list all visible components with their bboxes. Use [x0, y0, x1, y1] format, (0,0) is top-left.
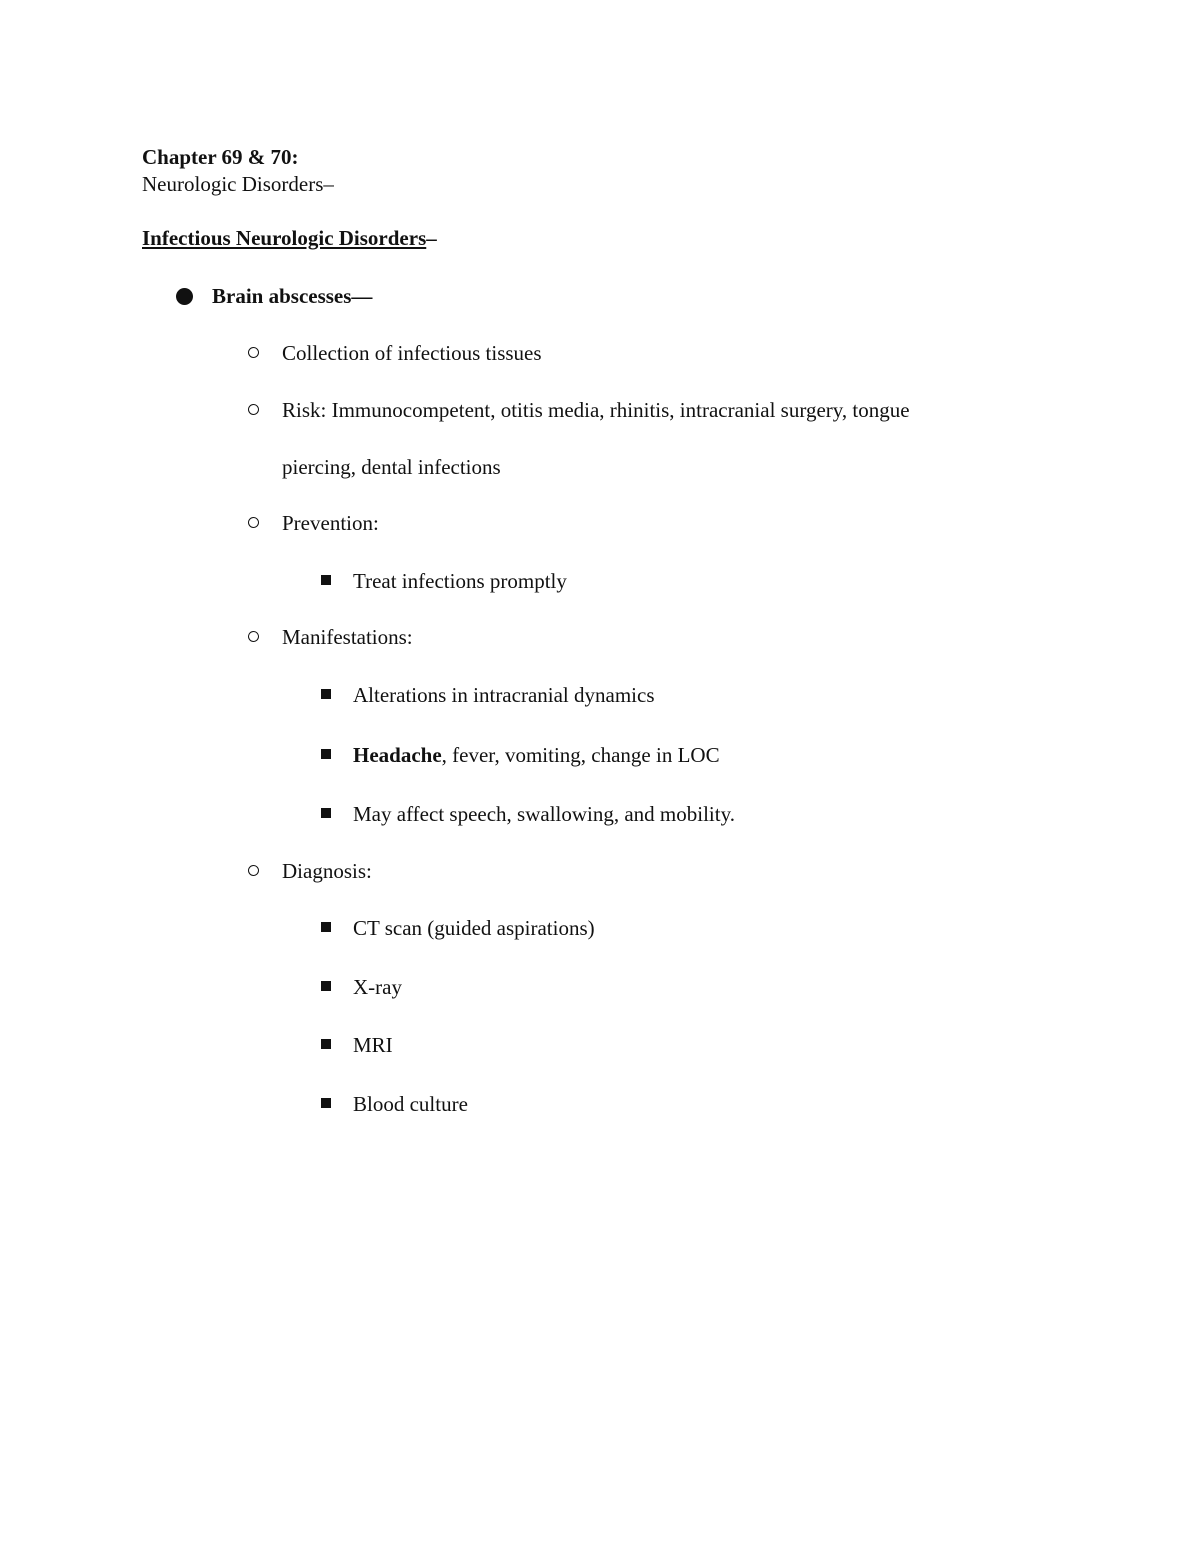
- circle-bullet-icon: [248, 404, 259, 415]
- square-bullet-icon: [321, 808, 331, 818]
- diagnosis-item: MRI: [353, 1033, 393, 1057]
- circle-bullet-icon: [248, 517, 259, 528]
- risk-item-line2: piercing, dental infections: [282, 455, 501, 479]
- diagnosis-label: Diagnosis:: [282, 859, 372, 883]
- circle-bullet-icon: [248, 865, 259, 876]
- topic-heading: Brain abscesses—: [212, 284, 373, 308]
- manifestations-label: Manifestations:: [282, 625, 413, 649]
- square-bullet-icon: [321, 1039, 331, 1049]
- square-bullet-icon: [321, 981, 331, 991]
- headache-emphasis: Headache: [353, 743, 442, 767]
- manifestation-rest: , fever, vomiting, change in LOC: [441, 743, 720, 767]
- prevention-label: Prevention:: [282, 511, 379, 535]
- definition-item: Collection of infectious tissues: [282, 341, 542, 365]
- prevention-item: Treat infections promptly: [353, 569, 567, 593]
- diagnosis-item: Blood culture: [353, 1092, 468, 1116]
- disc-bullet-icon: [176, 288, 193, 305]
- square-bullet-icon: [321, 689, 331, 699]
- chapter-title: Chapter 69 & 70:: [142, 145, 299, 169]
- manifestation-item: [353, 742, 720, 768]
- circle-bullet-icon: [248, 347, 259, 358]
- section-heading: [142, 225, 437, 251]
- manifestation-item: May affect speech, swallowing, and mobility.: [353, 802, 735, 826]
- square-bullet-icon: [321, 575, 331, 585]
- risk-item-line1: Risk: Immunocompetent, otitis media, rhinitis, intracranial surgery, tongue: [282, 398, 910, 422]
- square-bullet-icon: [321, 922, 331, 932]
- section-heading-text: Infectious Neurologic Disorders: [142, 226, 427, 250]
- square-bullet-icon: [321, 1098, 331, 1108]
- document-subtitle: Neurologic Disorders–: [142, 172, 334, 196]
- section-heading-dash: –: [426, 226, 437, 250]
- square-bullet-icon: [321, 749, 331, 759]
- manifestation-item: Alterations in intracranial dynamics: [353, 683, 655, 707]
- circle-bullet-icon: [248, 631, 259, 642]
- diagnosis-item: CT scan (guided aspirations): [353, 916, 595, 940]
- diagnosis-item: X-ray: [353, 975, 402, 999]
